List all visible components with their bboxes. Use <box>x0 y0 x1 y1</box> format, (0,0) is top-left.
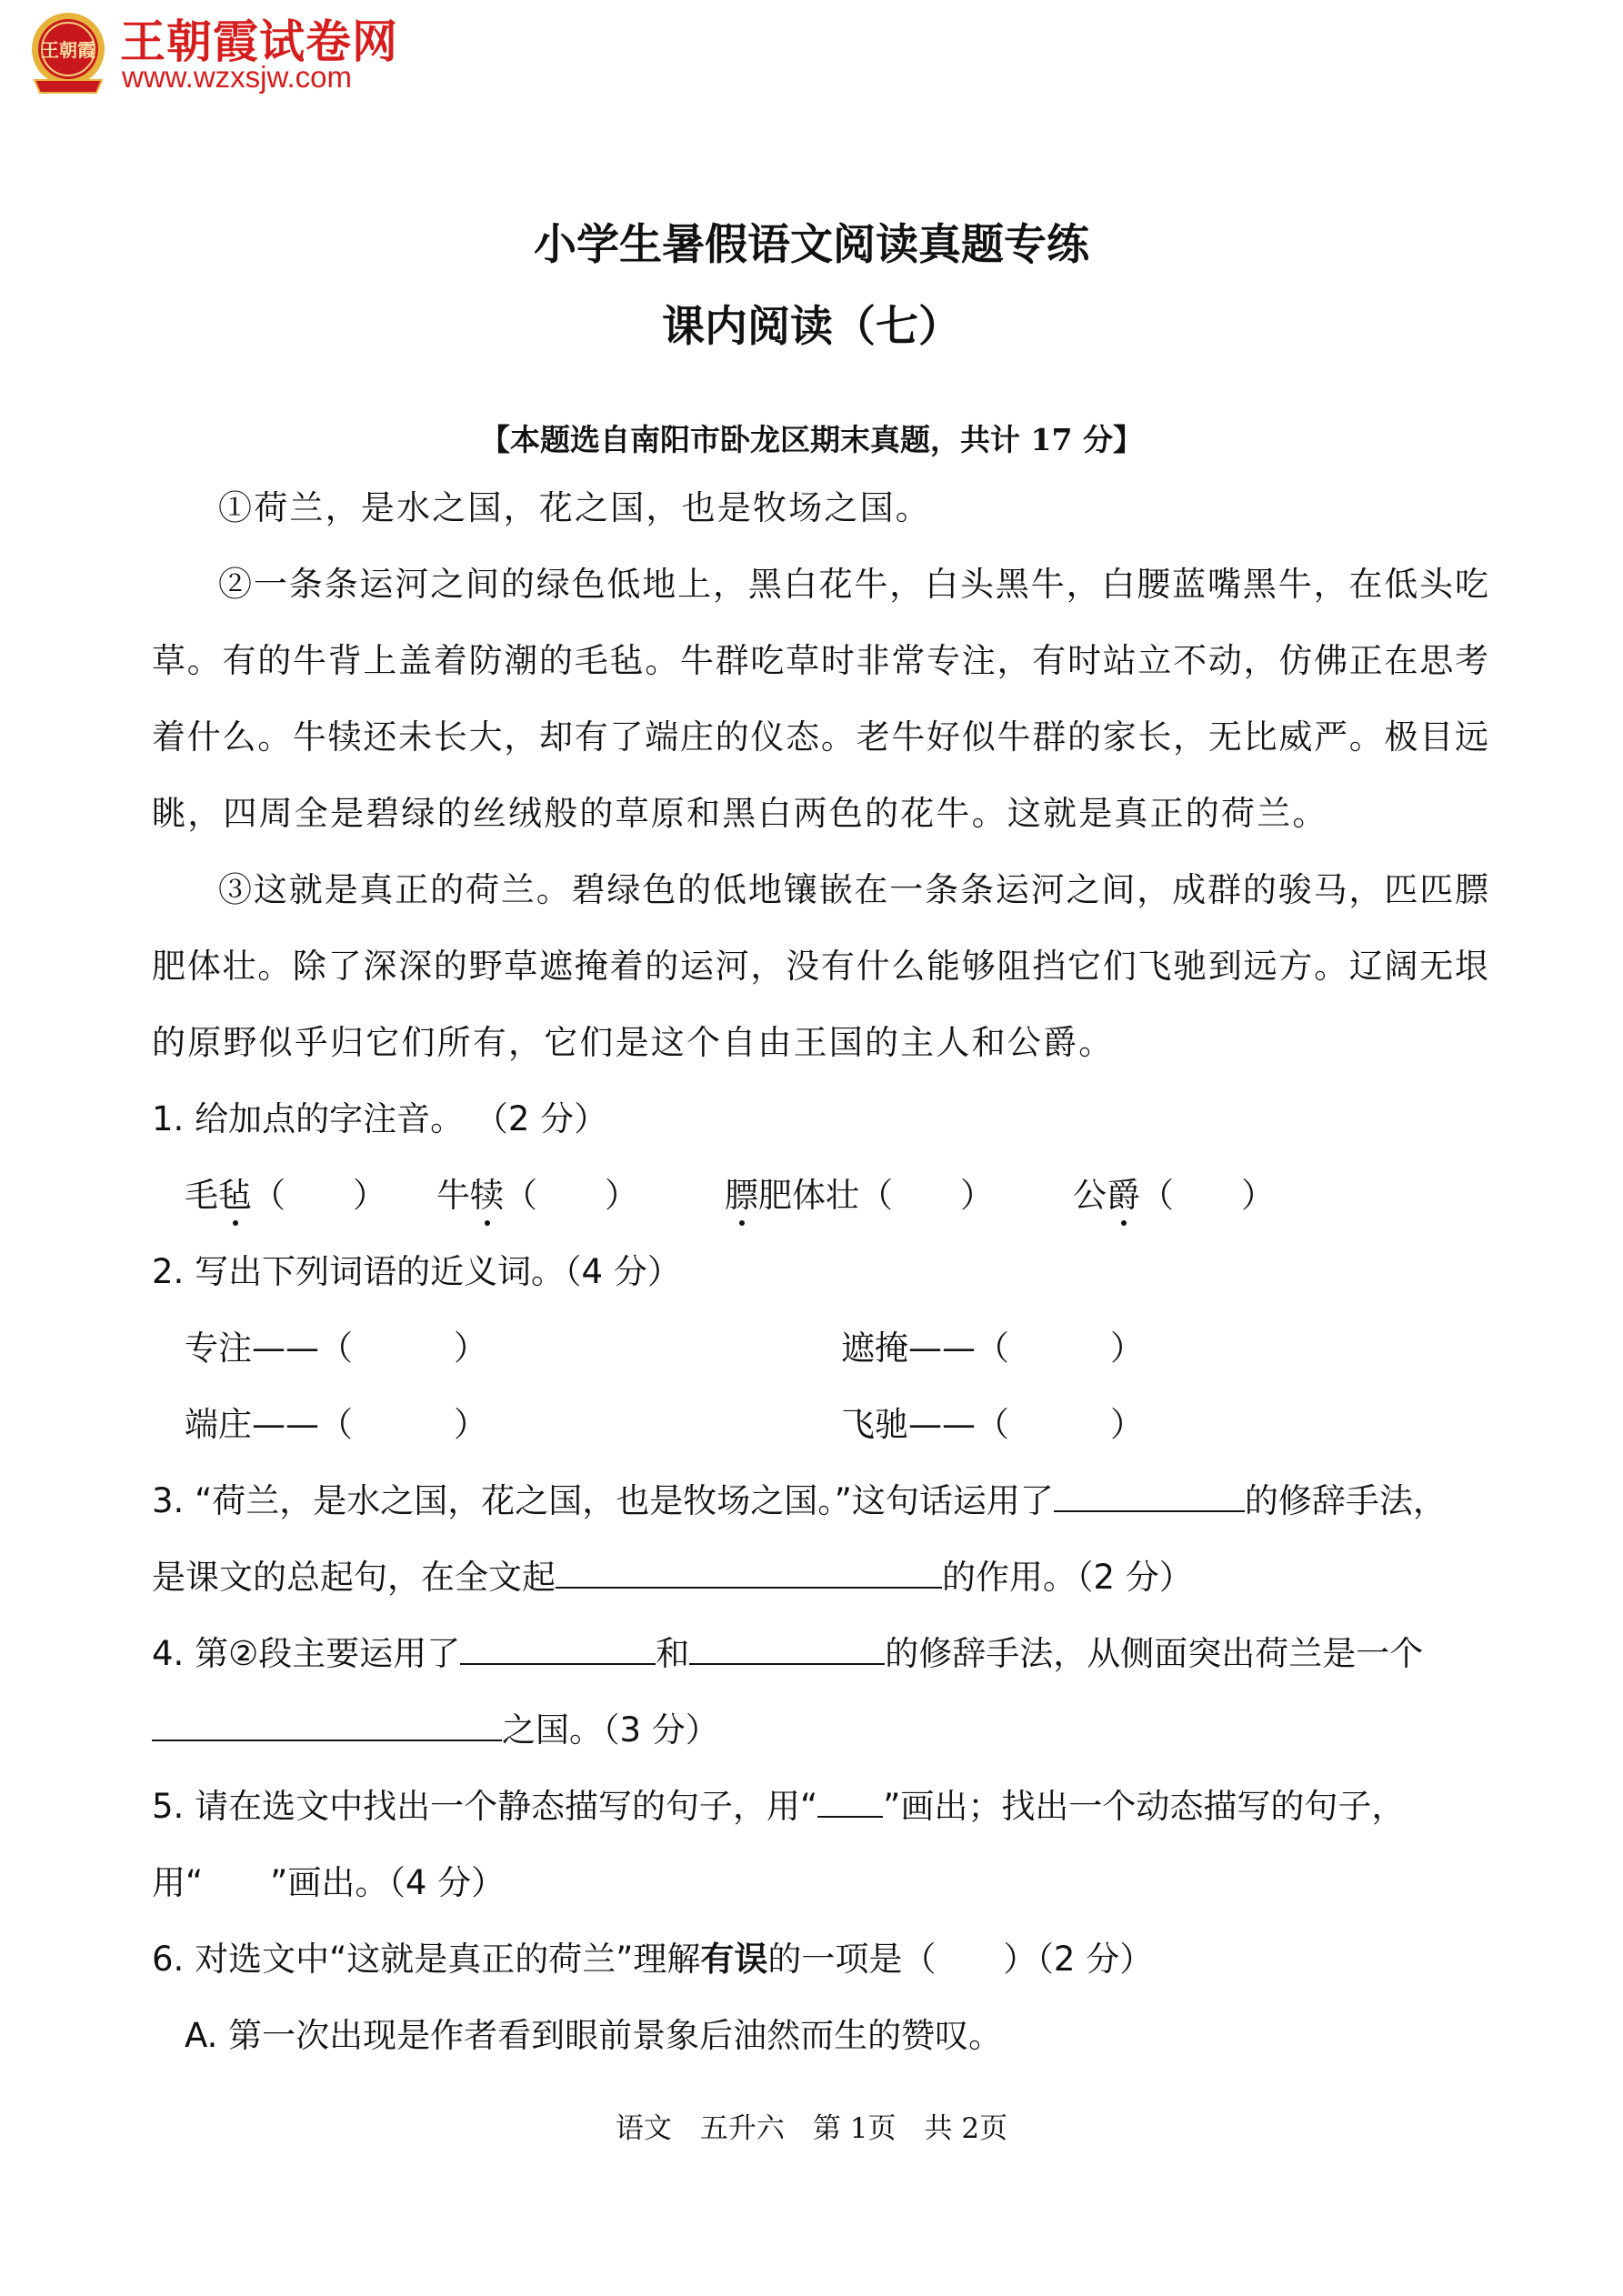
question-6-option-a[interactable]: A. 第一次出现是作者看到眼前景象后油然而生的赞叹。 <box>185 2016 1003 2055</box>
passage-paragraph-3-line: 的原野似乎归它们所有，它们是这个自由王国的主人和公爵。 <box>152 1023 1115 1062</box>
question-5-line: 用“ ”画出。（4 分） <box>152 1863 506 1902</box>
q1-item: 膘肥体壮（ ） <box>725 1168 994 1217</box>
question-4-line: 4. 第②段主要运用了 和 的修辞手法，从侧面突出荷兰是一个 <box>152 1626 1423 1675</box>
page-footer: 语文 五升六 第 1页 共 2页 <box>615 2112 1008 2145</box>
underline-sample <box>817 1783 883 1818</box>
question-2-stem: 2. 写出下列词语的近义词。（4 分） <box>152 1252 681 1291</box>
passage-paragraph-3-line: 肥体壮。除了深深的野草遮掩着的运河，没有什么能够阻挡它们飞驰到远方。辽阔无垠 <box>152 947 1488 986</box>
page-title: 小学生暑假语文阅读真题专练 <box>534 220 1089 270</box>
passage-paragraph-3-line: ③这就是真正的荷兰。碧绿色的低地镶嵌在一条条运河之间，成群的骏马，匹匹膘 <box>218 870 1488 909</box>
q2-item: 遮掩——（ ） <box>841 1328 1144 1368</box>
passage-paragraph-2-line: 着什么。牛犊还未长大，却有了端庄的仪态。老牛好似牛群的家长，无比威严。极目远 <box>152 717 1488 757</box>
q1-item: 公爵（ ） <box>1073 1168 1275 1217</box>
answer-blank[interactable] <box>689 1630 885 1665</box>
answer-bracket[interactable]: （ ） <box>252 1176 386 1215</box>
question-1-stem: 1. 给加点的字注音。 （2 分） <box>152 1099 608 1138</box>
answer-blank[interactable] <box>460 1630 656 1665</box>
question-5-line: 5. 请在选文中找出一个静态描写的句子，用“ ”画出；找出一个动态描写的句子， <box>152 1779 1405 1828</box>
passage-paragraph-2-line: 眺，四周全是碧绿的丝绒般的草原和黑白两色的花牛。这就是真正的荷兰。 <box>152 794 1328 833</box>
question-3-line: 是课文的总起句，在全文起 的作用。（2 分） <box>152 1549 1193 1599</box>
question-3-line: 3. “荷兰，是水之国，花之国，也是牧场之国。”这句话运用了 的修辞手法， <box>152 1473 1447 1522</box>
answer-bracket[interactable]: （ ） <box>976 1405 1144 1444</box>
passage-paragraph-2-line: ②一条条运河之间的绿色低地上，黑白花牛，白头黑牛，白腰蓝嘴黑牛，在低头吃 <box>218 565 1488 604</box>
q2-item: 飞驰——（ ） <box>841 1405 1144 1444</box>
brand-logo-icon <box>27 9 109 100</box>
source-note: 【本题选自南阳市卧龙区期末真题，共计 17 分】 <box>480 422 1143 457</box>
answer-blank[interactable] <box>556 1554 942 1589</box>
question-6-stem: 6. 对选文中“这就是真正的荷兰”理解有误的一项是（ ）（2 分） <box>152 1940 1154 1979</box>
answer-bracket[interactable]: （ ） <box>976 1328 1144 1368</box>
answer-bracket[interactable]: （ ） <box>1140 1176 1275 1215</box>
passage-paragraph-1: ①荷兰，是水之国，花之国，也是牧场之国。 <box>218 488 931 527</box>
brand-name: 王朝霞试卷网 <box>120 15 398 68</box>
question-4-line: 之国。（3 分） <box>152 1702 719 1751</box>
answer-bracket[interactable]: （ ） <box>319 1328 487 1368</box>
brand-url[interactable]: www.wzxsjw.com <box>122 60 353 94</box>
q1-item: 牛犊（ ） <box>436 1168 638 1217</box>
q2-item: 专注——（ ） <box>185 1328 487 1368</box>
page-subtitle: 课内阅读（七） <box>662 302 961 352</box>
q1-item: 毛毡（ ） <box>185 1168 386 1217</box>
answer-bracket[interactable]: （ ） <box>504 1176 638 1215</box>
passage-paragraph-2-line: 草。有的牛背上盖着防潮的毛毡。牛群吃草时非常专注，有时站立不动，仿佛正在思考 <box>152 641 1488 680</box>
answer-blank[interactable] <box>152 1707 502 1741</box>
brand-badge-text: 王朝霞 <box>41 39 95 61</box>
q2-item: 端庄——（ ） <box>185 1405 487 1444</box>
answer-bracket[interactable]: （ ） <box>319 1405 487 1444</box>
answer-bracket[interactable]: （ ） <box>859 1176 994 1215</box>
answer-blank[interactable] <box>1054 1478 1245 1512</box>
